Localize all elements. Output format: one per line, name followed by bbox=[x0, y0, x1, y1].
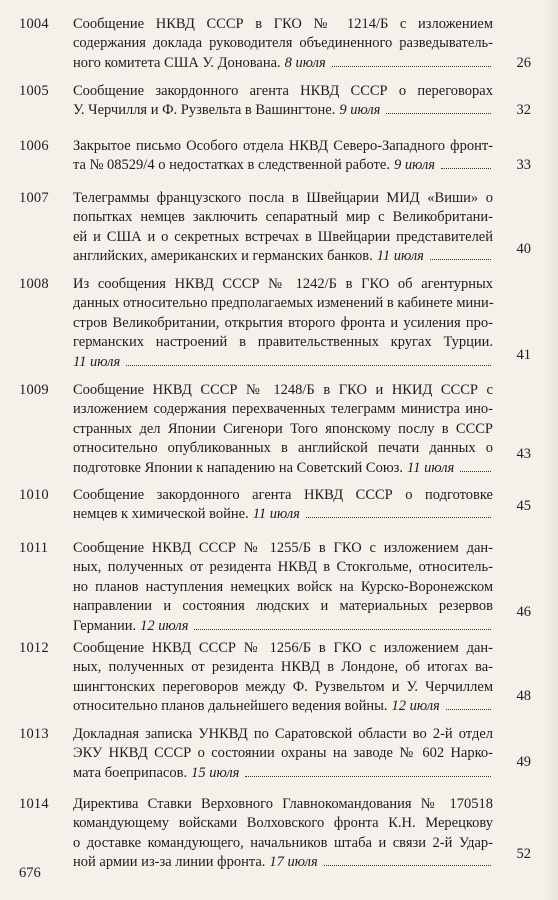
entry-number: 1013 bbox=[19, 726, 49, 742]
entry-number: 1006 bbox=[19, 138, 49, 154]
page-number-ref: 41 bbox=[516, 347, 531, 363]
entry-number: 1010 bbox=[19, 487, 49, 503]
page-gutter-shade bbox=[544, 0, 558, 900]
entry-number: 1009 bbox=[19, 382, 49, 398]
entry-title: Сообщение НКВД СССР № 1255/Б в ГКО с изложением дан- ных, полученных от резидента НКВД в Стокгольме, относитель- но планов наступления немецких войск на Курско-Воронежском направлении и состояния людских и материальных резервов Германии. 12 июля bbox=[73, 540, 493, 634]
leader-dots bbox=[126, 365, 491, 366]
entry-title: Телеграммы французского посла в Швейцарии МИД «Виши» о попытках немцев заключить сепаратный мир с Великобритани- ей и США и о секретных встречах в Швейцарии представителей английских, американских и германских банков. 11 июля bbox=[73, 190, 493, 265]
leader-dots bbox=[332, 66, 491, 67]
entry-number: 1008 bbox=[19, 276, 49, 292]
page-number-ref: 46 bbox=[516, 604, 531, 620]
entry-number: 1004 bbox=[19, 16, 49, 32]
page-number-ref: 33 bbox=[516, 157, 531, 173]
entry-number: 1014 bbox=[19, 796, 49, 812]
page-number-ref: 45 bbox=[516, 498, 531, 514]
entry-title: Докладная записка УНКВД по Саратовской области во 2-й отдел ЭКУ НКВД СССР о состоянии охраны на заводе № 602 Нарко- мата боеприпасов. 15 июля bbox=[73, 726, 493, 781]
leader-dots bbox=[324, 865, 491, 866]
entry-title: Сообщение НКВД СССР в ГКО № 1214/Б с изложением содержания доклада руководителя объединенного разведыватель- ного комитета США У. Донована. 8 июля bbox=[73, 16, 493, 71]
page-number-ref: 49 bbox=[516, 754, 531, 770]
entry-title: Директива Ставки Верховного Главнокомандования № 170518 командующему войсками Волховского фронта К.Н. Мерецкову о доставке командующего, начальников штаба и связи 2-й Удар- ной армии из-за линии фронта. 17 июля bbox=[73, 796, 493, 871]
leader-dots bbox=[194, 629, 491, 630]
page-number-ref: 43 bbox=[516, 446, 531, 462]
leader-dots bbox=[446, 709, 491, 710]
entry-title: Сообщение закордонного агента НКВД СССР о подготовке немцев к химической войне. 11 июля bbox=[73, 487, 493, 523]
page-number-ref: 32 bbox=[516, 102, 531, 118]
page-number-ref: 26 bbox=[516, 55, 531, 71]
entry-number: 1011 bbox=[19, 540, 49, 556]
page-number-ref: 48 bbox=[516, 688, 531, 704]
entry-title: Из сообщения НКВД СССР № 1242/Б в ГКО об агентурных данных относительно предполагаемых изменений в кабинете мини- стров Великобритании, открытия второго фронта и усиления про- германских настроений в правительственных кругах Турции. 11 июля bbox=[73, 276, 494, 370]
entry-number: 1007 bbox=[19, 190, 49, 206]
entry-title: Закрытое письмо Особого отдела НКВД Северо-Западного фронт- та № 08529/4 о недостатках в следственной работе. 9 июля bbox=[73, 138, 493, 174]
page-number-ref: 40 bbox=[516, 241, 531, 257]
leader-dots bbox=[441, 168, 491, 169]
leader-dots bbox=[386, 113, 491, 114]
entry-number: 1005 bbox=[19, 83, 49, 99]
leader-dots bbox=[460, 471, 491, 472]
leader-dots bbox=[306, 517, 491, 518]
entry-title: Сообщение закордонного агента НКВД СССР о переговорах У. Черчилля и Ф. Рузвельта в Вашингтоне. 9 июля bbox=[73, 83, 493, 119]
entry-number: 1012 bbox=[19, 640, 49, 656]
leader-dots bbox=[245, 776, 491, 777]
leader-dots bbox=[430, 259, 491, 260]
page-number-ref: 52 bbox=[516, 846, 531, 862]
entry-title: Сообщение НКВД СССР № 1248/Б в ГКО и НКИД СССР с изложением содержания перехваченных телеграмм министра ино- странных дел Японии Сигенори Того японскому послу в СССР относительно опубликованных в английской печати данных о подготовке Японии к нападению на Советский Союз. 11 июля bbox=[73, 382, 493, 476]
entry-title: Сообщение НКВД СССР № 1256/Б в ГКО с изложением дан- ных, полученных от резидента НКВД в Лондоне, об итогах ва- шингтонских переговоров между Ф. Рузвельтом и У. Черчиллем относительно планов дальнейшего ведения войны. 12 июля bbox=[73, 640, 493, 715]
folio-page-number: 676 bbox=[19, 865, 41, 881]
